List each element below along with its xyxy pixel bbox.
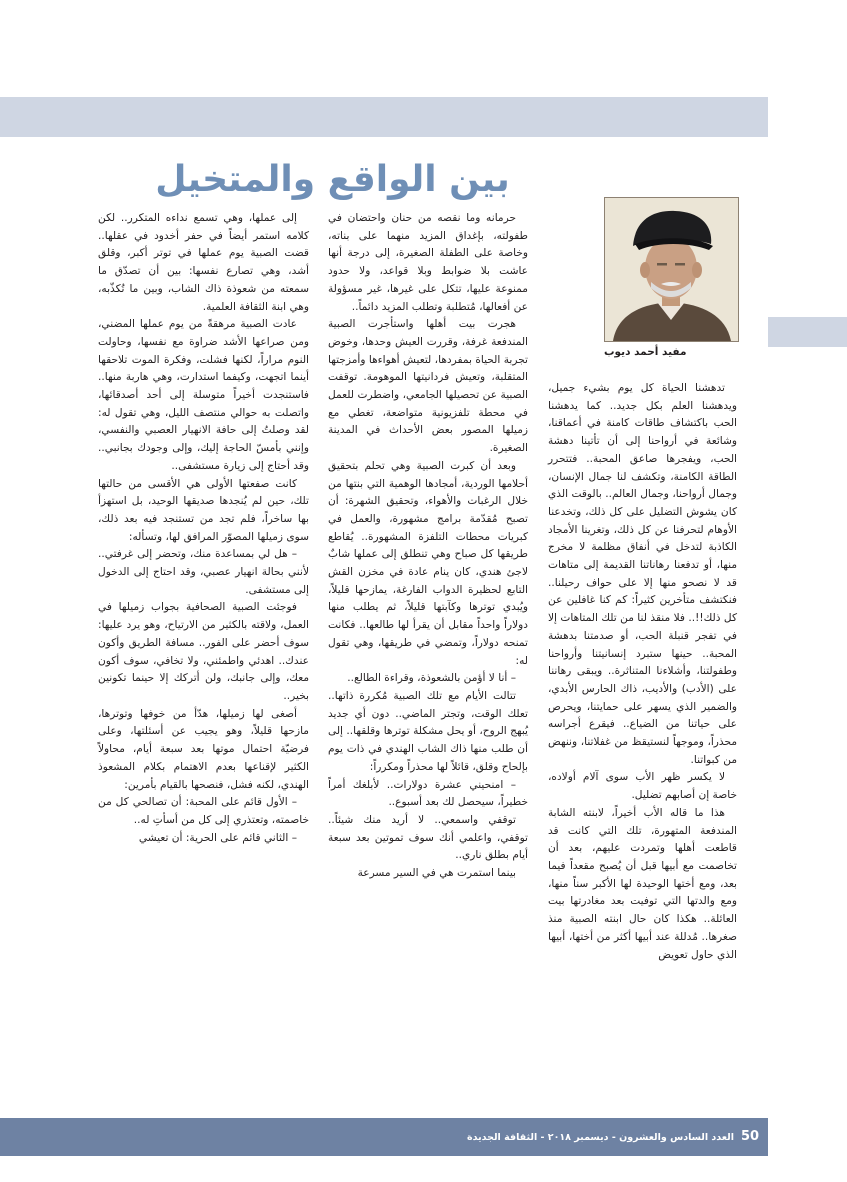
page-number: 50 xyxy=(740,1129,760,1144)
author-name: مفيد أحمد ديوب xyxy=(604,346,687,358)
paragraph: عادت الصبية مرهقةً من يوم عملها المضني، ومن صراعها الأشد ضراوة مع نفسها، وحاولت النوم مراراً، لكنها فشلت، وفكرة الموت تلاحقها أينما اتجهت، وكيفما استدارت، وهي هاربة منها.. فاستنجدت أخيراً متوسلة إلى أحد أصدقائها، واتصلت به حوالي منتصف الليل، وهي تقول له: لقد وصلتُ إلى حافة الانهيار العصبي والنفسي، وإنني بأمسّ الحاجة إليك، وإلى وجودك بجانبي.. وقد أحتاج إلى زيارة مستشفى.. xyxy=(98,318,309,472)
page-title: بين الواقع والمتخيل xyxy=(155,159,510,200)
paragraph: تتالت الأيام مع تلك الصبية مُكررة ذاتها.. تعلك الوقت، وتجتر الماضي.. دون أي جديد يُبهج الروح، أو يحل مشكلة توترها وقلقها.. إلى أن طلب منها ذاك الشاب الهندي في ذات يوم بإلحاح وقلق، قائلاً لها محذراً ومكرراً: xyxy=(328,689,528,773)
paragraph: توقفي واسمعي.. لا أريد منك شيئاً.. توقفي، واعلمي أنك سوف تموتين بعد سبعة أيام بطلق ناري.. xyxy=(328,813,528,862)
header-band xyxy=(0,97,768,137)
paragraph: وبعد أن كبرت الصبية وهي تحلم بتحقيق أحلامها الوردية، أمجادها الوهمية التي بنتها من خلال الرغبات والأهواء، وتحقيق الشهرة: أن تصبح مُقدّمة برامج مشهورة، والعمل في كبريات محطات التلفزة المشهورة.. يُقاطع طريقها كل صباح وهي تنطلق إلى عملها شابٌ لاجئ هندي، كان ينام عادة في مخزن القش التابع لحظيرة الدواب الفارغة، يمازحها قليلاً، ويُبدي توترها وكآبتها قليلاً، ثم يطلب منها دولاراً واحداً مقابل أن يقرأ لها طالعها.. فكانت تمنحه دولاراً، وتمضي في طريقها، وهي تقول له: xyxy=(328,459,528,667)
article-column-middle xyxy=(328,210,528,1090)
paragraph: لا يكسر ظهر الأب سوى آلام أولاده، خاصة إن أصابهم تضليل. xyxy=(548,771,737,802)
author-portrait-image xyxy=(605,198,738,341)
paragraph: كانت صفعتها الأولى هي الأقسى من حالتها تلك، حين لم يُنجدها صديقها الوحيد، بل استهزأ بها ساخراً، فلم تجد من تستنجد فيه بعد ذلك، سوى زميلها المصوّر المرافق لها، وتسأله: xyxy=(98,477,309,543)
article-column-right xyxy=(548,380,737,1090)
paragraph: – امنحيني عشرة دولارات.. لأبلغك أمراً خطيراً، سيحصل لك بعد أسبوع.. xyxy=(328,778,528,809)
issue-info: العدد السادس والعشرون - ديسمبر ٢٠١٨ - الثقافة الجديدة xyxy=(466,1132,734,1143)
paragraph: فوجئت الصبية الصحافية بجواب زميلها في العمل، ولاقته بالكثير من الارتياح، وهو يرد عليها: سوف أحضر على الفور.. مسافة الطريق وأكون عندك.. اهدئي واطمئني، ولا تخافي، سوف أكون معك، وإلى جانبك، ولن أتركك إلا حينما تكونين بخير.. xyxy=(98,601,309,702)
paragraph: – أنا لا أؤمن بالشعوذة، وقراءة الطالع.. xyxy=(347,672,516,685)
paragraph: – الثاني قائم على الحرية: أن تعيشي xyxy=(138,831,297,844)
paragraph: – الأول قائم على المحبة: أن تصالحي كل من خاصمته، وتعتذري إلى كل من أسأتِ له.. xyxy=(98,796,309,826)
paragraph: أصغى لها زميلها، هدّأ من خوفها وتوترها، مازحها قليلاً، وهو يجيب عن أسئلتها، وعلى فرضيّة احتمال موتها بعد سبعة أيام، محاولاً الكثير لإقناعها بعدم الاهتمام بكلام المشعوذ الهندي، لكنه فشل، فنصحها بالقيام بأمرين: xyxy=(98,707,309,791)
side-band xyxy=(768,317,847,347)
article-column-left xyxy=(98,210,309,1090)
author-photo xyxy=(604,197,739,342)
paragraph: حرمانه وما نقصه من حنان واحتضان في طفولته، بإغداق المزيد منهما على بناته، وخاصة على الطفلة الصغيرة، إلى درجة أنها عاشت بلا ضوابط وبلا قواعد، ولا حدود ممنوعة عليها، تتكل على غيرها، غير مسؤولة عن أفعالها، مُتطلبة وتطلب المزيد دائماً.. xyxy=(328,212,528,313)
paragraph: هجرت بيت أهلها واستأجرت الصبية المندفعة غرفة، وقررت العيش وحدها، وخوض تجربة الحياة بمفردها، لتعيش أهواءها وأمزجتها المتقلبة، وتعيش فردانيتها الموهومة. توقفت الصبية عن تحصيلها الجامعي، واضطرت للعمل في محطة تلفزيونية متواضعة، تغطي مع زميلها المصور بعض الأحداث في المدينة الصغيرة. xyxy=(328,318,528,455)
paragraph: تدهشنا الحياة كل يوم بشيء جميل، ويدهشنا العلم بكل جديد.. كما يدهشنا الحب باكتشاف طاقات كامنة في أعماقنا، وشائعة في أرواحنا إلى أن تأتينا دهشة الحب، ويفجرها صاعق المحبة.. فتتحرر الطاقة الكامنة، وتكشف لنا جمال الإنسان، وجمال أرواحنا، وجمال العالم.. بالوقت الذي كان يشوش التضليل على كل ذلك، وتخدعنا الأوهام لتحرفنا عن كل ذلك، وتغرينا الأمجاد الكاذبة لتدخل في أنفاق مظلمة لا مخرج منها، أو تدفعنا رهاناتنا القديمة إلى متاهات قد لا نصحو منها إلا على حواف رحيلنا.. فنكتشف متأخرين كثيراً: كم كنا غافلين عن كل ذلك!!.. فلا منقذ لنا من تلك المتاهات إلا في تفجر قنبلة الحب، أو صدمتنا بدهشة المحبة.. حينها ستبرد إنسانيتنا وأرواحنا وطفولتنا، وأشلاءنا المتناثرة.. ويبقى رهاننا على (الأدب) والأديب، ذاك الحارس الأبدي، والضمير الذي يسهر على حمايتنا، ويحرص على حياتنا من الضياع.. فيقرع أجراسه محذراً، وموجهاً لنستيقظ من غفلاتنا، وننهض من كبواتنا. xyxy=(548,382,737,766)
paragraph: هذا ما قاله الأب أخيراً، لابنته الشابة المندفعة المتهورة، تلك التي كانت قد قاطعت أهلها وتمردت عليهم، بعد أن تخاصمت مع أبيها قبل أن يُصبح مقعداً فيما بعد، ومع أختها الوحيدة لها الأكبر سناً منها، ومع والدتها التي توفيت بعد مغادرتها بيت العائلة.. هكذا كان حال ابنته الصبية منذ صغرها.. مُدللة عند أبيها أكثر من أختها، أبيها الذي حاول تعويض xyxy=(548,806,737,961)
paragraph: – هل لي بمساعدة منك، وتحضر إلى غرفتي.. لأنني بحالة انهيار عصبي، وقد احتاج إلى الدخول إلى مستشفى. xyxy=(98,548,309,596)
paragraph: بينما استمرت هي في السير مسرعة xyxy=(357,867,516,880)
paragraph: إلى عملها، وهي تسمع نداءه المتكرر.. لكن كلامه استمر أيضاً في حفر أخدود في عقلها.. قضت الصبية يوم عملها في توتر أكبر، وقلق أشد، وهي تصارع نفسها: بين أن تصدّق ما سمعته من شعوذة ذاك الشاب، وبين ما تُكذّبه، وهي ابنة الثقافة العلمية. xyxy=(98,212,309,313)
